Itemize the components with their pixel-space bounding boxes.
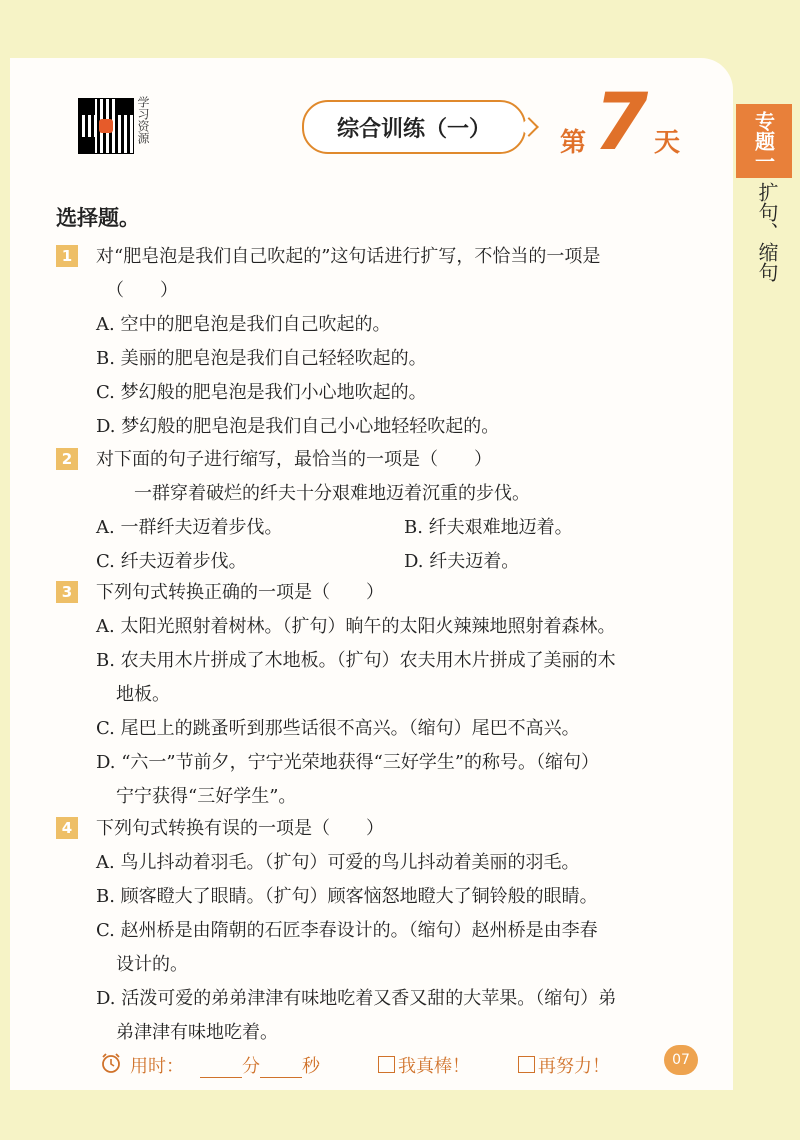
option-d[interactable]: D. 梦幻般的肥皂泡是我们自己小心地轻轻吹起的。: [96, 416, 500, 437]
question-stem-text: 对“肥皂泡是我们自己吹起的”这句话进行扩写，不恰当的一项是: [96, 246, 601, 267]
option-d[interactable]: D. 活泼可爱的弟弟津津有味地吃着又香又甜的大苹果。（缩句）弟: [96, 988, 617, 1009]
option-a[interactable]: A. 太阳光照射着树林。（扩句）晌午的太阳火辣辣地照射着森林。: [96, 616, 616, 637]
option-a[interactable]: A. 空中的肥皂泡是我们自己吹起的。: [96, 314, 391, 335]
option-b[interactable]: B. 美丽的肥皂泡是我们自己轻轻吹起的。: [96, 348, 427, 369]
topic-tab-label: 专题一: [751, 111, 776, 171]
question-4: [56, 812, 724, 1050]
answer-blank[interactable]: （ ）: [106, 280, 178, 301]
option-d-continued[interactable]: 弟津津有味地吃着。: [116, 1022, 278, 1043]
question-number-badge: 3: [56, 581, 78, 603]
try-harder-label: 再努力！: [538, 1056, 610, 1077]
question-2: [56, 443, 724, 579]
option-c[interactable]: C. 尾巴上的跳蚤听到那些话很不高兴。（缩句）尾巴不高兴。: [96, 718, 580, 739]
page-number: 07: [664, 1045, 698, 1075]
alarm-clock-icon: [100, 1052, 122, 1074]
question-1: [56, 240, 724, 444]
topic-subtitle: 扩句、缩句: [755, 182, 779, 282]
options-row: [56, 511, 724, 545]
option-d-continued[interactable]: 宁宁获得“三好学生”。: [116, 786, 297, 807]
time-entry: [200, 1052, 320, 1078]
minutes-blank[interactable]: [200, 1059, 242, 1078]
page-title: [302, 100, 526, 154]
option-d[interactable]: D. 纤夫迈着。: [404, 551, 520, 572]
option-b[interactable]: B. 纤夫艰难地迈着。: [404, 517, 573, 538]
try-harder-checkbox[interactable]: [518, 1052, 610, 1078]
qr-code-icon[interactable]: [78, 98, 134, 154]
question-stem-text[interactable]: 下列句式转换正确的一项是（ ）: [96, 582, 384, 603]
topic-tab[interactable]: [736, 104, 792, 178]
great-job-label: 我真棒！: [398, 1056, 470, 1077]
question-stem: [56, 240, 724, 274]
page-title-text: 综合训练（一）: [336, 116, 491, 142]
day-number: 7: [594, 78, 649, 168]
great-job-checkbox[interactable]: [378, 1052, 470, 1078]
checkbox-icon: [518, 1056, 535, 1073]
question-stem-text[interactable]: 对下面的句子进行缩写，最恰当的一项是（ ）: [96, 449, 492, 470]
second-unit: 秒: [302, 1056, 320, 1077]
section-title: 选择题。: [56, 206, 140, 230]
day-suffix: 天: [654, 128, 681, 158]
question-stem: [56, 443, 724, 477]
seconds-blank[interactable]: [260, 1059, 302, 1078]
day-prefix: 第: [560, 128, 587, 158]
minute-unit: 分: [242, 1056, 260, 1077]
option-b[interactable]: B. 顾客瞪大了眼睛。（扩句）顾客恼怒地瞪大了铜铃般的眼睛。: [96, 886, 598, 907]
time-label: 用时：: [130, 1056, 184, 1077]
question-number-badge: 1: [56, 245, 78, 267]
timer-footer: [100, 1048, 720, 1082]
option-c-continued[interactable]: 设计的。: [116, 954, 188, 975]
qr-label: 学习资源: [136, 96, 150, 144]
question-stem: [56, 576, 724, 610]
option-a[interactable]: A. 鸟儿抖动着羽毛。（扩句）可爱的鸟儿抖动着美丽的羽毛。: [96, 852, 580, 873]
option-c[interactable]: C. 赵州桥是由隋朝的石匠李春设计的。（缩句）赵州桥是由李春: [96, 920, 598, 941]
option-c[interactable]: C. 纤夫迈着步伐。: [96, 551, 247, 572]
question-stem-text[interactable]: 下列句式转换有误的一项是（ ）: [96, 818, 384, 839]
option-c[interactable]: C. 梦幻般的肥皂泡是我们小心地吹起的。: [96, 382, 427, 403]
checkbox-icon: [378, 1056, 395, 1073]
question-stem: [56, 812, 724, 846]
option-a[interactable]: A. 一群纤夫迈着步伐。: [96, 517, 283, 538]
option-d[interactable]: D. “六一”节前夕，宁宁光荣地获得“三好学生”的称号。（缩句）: [96, 752, 600, 773]
question-3: [56, 576, 724, 814]
option-b-continued[interactable]: 地板。: [116, 684, 170, 705]
example-sentence: 一群穿着破烂的纤夫十分艰难地迈着沉重的步伐。: [134, 483, 530, 504]
option-b[interactable]: B. 农夫用木片拼成了木地板。（扩句）农夫用木片拼成了美丽的木: [96, 650, 616, 671]
question-number-badge: 4: [56, 817, 78, 839]
question-number-badge: 2: [56, 448, 78, 470]
options-row: [56, 545, 724, 579]
